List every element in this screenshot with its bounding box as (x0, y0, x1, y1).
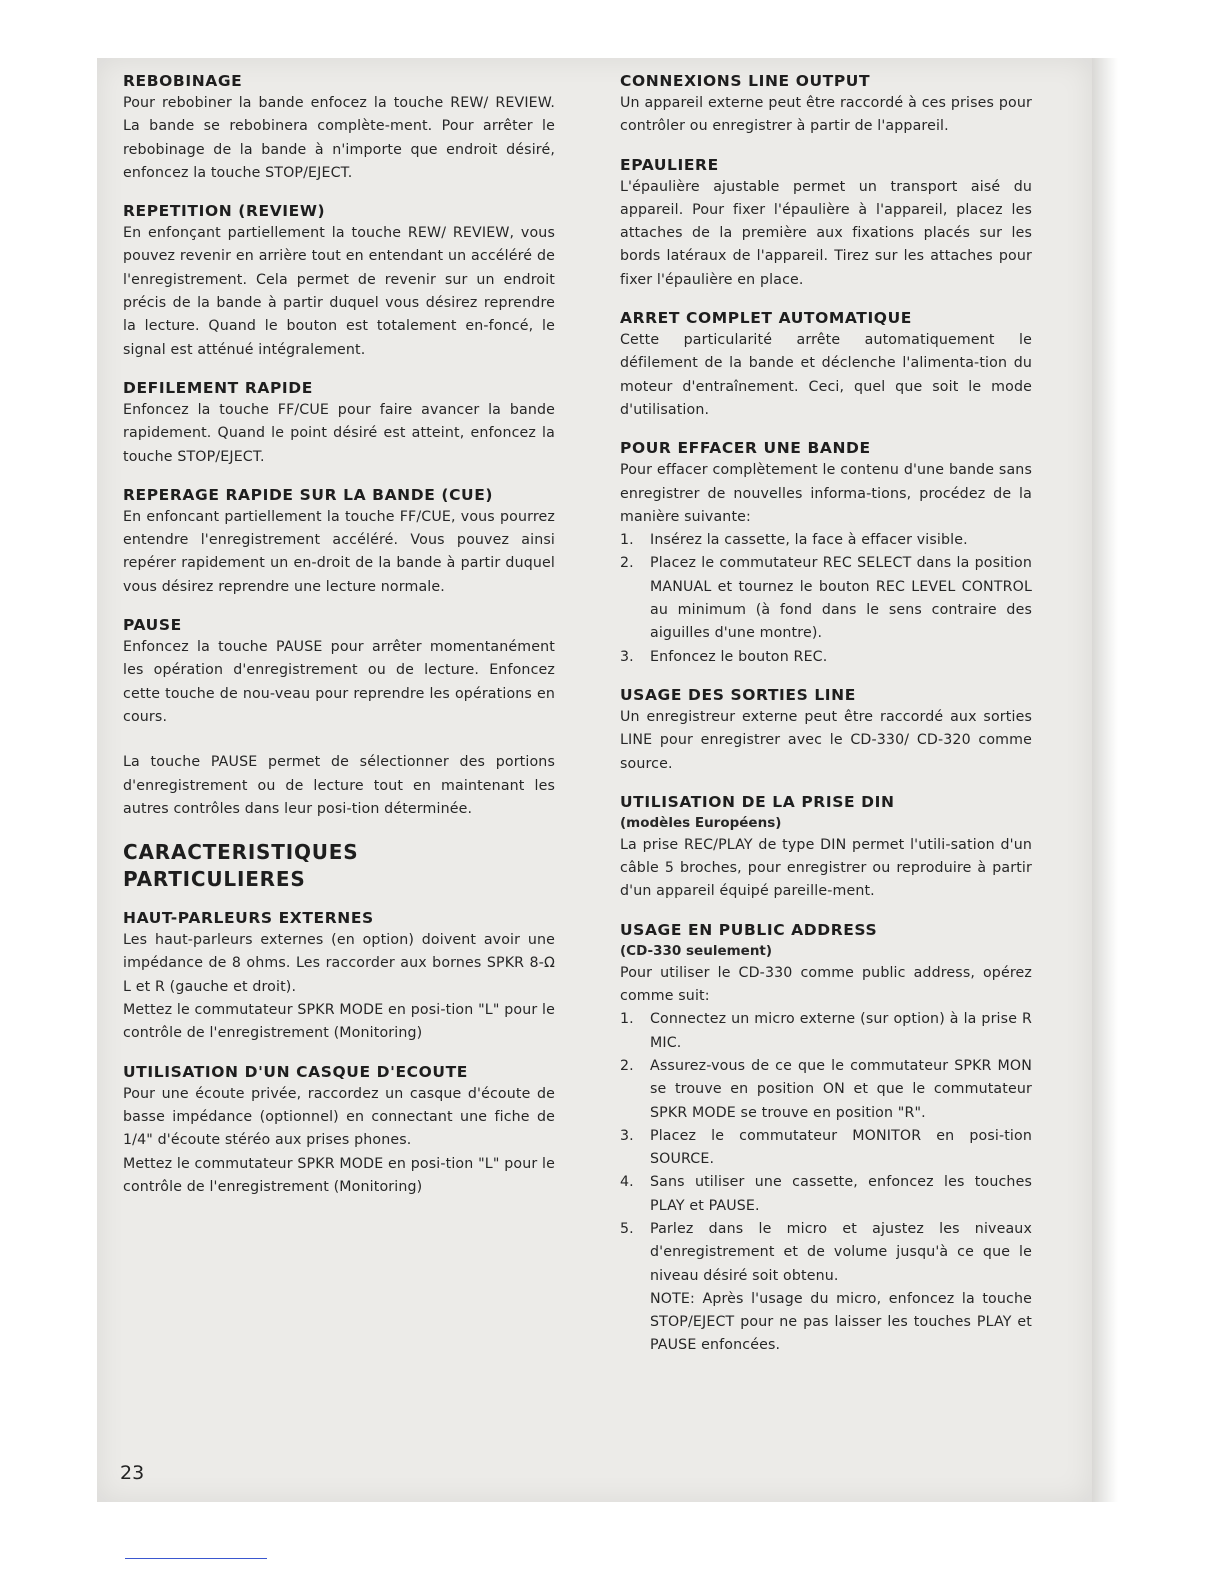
step-text: Enfoncez le bouton REC. (650, 648, 828, 665)
heading-din: UTILISATION DE LA PRISE DIN (620, 792, 895, 811)
section-effacer (620, 437, 1032, 669)
step-number: 2. (620, 1057, 634, 1074)
heading-effacer: POUR EFFACER UNE BANDE (620, 439, 871, 458)
step-number: 3. (620, 648, 634, 665)
step-text: Connectez un micro externe (sur option) à la prise R MIC. (650, 1011, 1032, 1051)
text-rebobinage: Pour rebobiner la bande enfocez la touche REW/ REVIEW. La bande se rebobinera complète-ment. Pour arrêter le rebobinage de la bande à n'importe que endroit désiré, enfoncez la touche STOP/EJECT. (123, 95, 555, 181)
heading-defilement: DEFILEMENT RAPIDE (123, 378, 313, 397)
page-number: 23 (120, 1462, 145, 1484)
step-text-with-note (650, 1218, 1032, 1358)
heading-caracteristiques (123, 839, 555, 893)
text-effacer: Pour effacer complètement le contenu d'une bande sans enregistrer de nouvelles informa-tions, procédez de la manière suivante: (620, 462, 1032, 525)
right-column (620, 70, 1032, 1373)
section-repetition (123, 200, 555, 362)
text-casque: Pour une écoute privée, raccordez un casque d'écoute de basse impédance (optionnel) en connectant une fiche de 1/4" d'écoute stéréo aux prises phones. (123, 1085, 555, 1149)
list-item (620, 1055, 1032, 1125)
heading-caracteristiques-line2: PARTICULIERES (123, 867, 306, 892)
heading-rebobinage: REBOBINAGE (123, 72, 243, 90)
page-edge-shadow (1092, 58, 1118, 1502)
text-sorties: Un enregistreur externe peut être raccordé aux sorties LINE pour enregistrer avec le CD-330/ CD-320 comme source. (620, 708, 1032, 772)
heading-arret: ARRET COMPLET AUTOMATIQUE (620, 309, 912, 328)
text-public-address: Pour utiliser le CD-330 comme public address, opérez comme suit: (620, 964, 1032, 1005)
section-arret (620, 307, 1032, 422)
section-reperage (123, 484, 555, 599)
subheading-public-address: (CD-330 seulement) (620, 942, 773, 959)
heading-reperage: REPERAGE RAPIDE SUR LA BANDE (CUE) (123, 485, 494, 504)
step-number: 1. (620, 1011, 634, 1028)
heading-caracteristiques-line1: CARACTERISTIQUES (123, 840, 359, 865)
section-line-output (620, 70, 1032, 139)
text-haut-parleurs-2: Mettez le commutateur SPKR MODE en posi-tion "L" pour le contrôle de l'enregistrement (Monitoring) (123, 1002, 555, 1042)
section-sorties (620, 684, 1032, 776)
list-item (620, 1008, 1032, 1055)
heading-pause: PAUSE (123, 616, 182, 635)
text-pause-2: La touche PAUSE permet de sélectionner des portions d'enregistrement ou de lecture tout en maintenant les autres contrôles dans leur posi-tion déterminée. (123, 754, 555, 817)
text-line-output: Un appareil externe peut être raccordé à ces prises pour contrôler ou enregistrer à partir de l'appareil. (620, 95, 1032, 135)
effacer-steps (620, 529, 1032, 669)
text-pause: Enfoncez la touche PAUSE pour arrêter momentanément les opération d'enregistrement ou de lecture. Enfoncez cette touche de nou-veau pour reprendre les opérations en cours. (123, 639, 555, 725)
text-arret: Cette particularité arrête automatiquement le défilement de la bande et déclenche l'alimenta-tion du moteur d'entraînement. Ceci, quel que soit le mode d'utilisation. (620, 332, 1032, 418)
list-item (620, 646, 1032, 669)
text-epauliere: L'épaulière ajustable permet un transport aisé du appareil. Pour fixer l'épaulière à l'appareil, placez les attaches de la première aux fixations placés sur les bords latéraux de l'appareil. Tirez sur les attaches pour fixer l'épaulière en place. (620, 178, 1032, 288)
step-number: 2. (620, 555, 634, 572)
step-number: 5. (620, 1220, 634, 1237)
text-reperage: En enfoncant partiellement la touche FF/CUE, vous pourrez entendre l'enregistrement accéléré. Vous pouvez ainsi repérer rapidement un en-droit de la bande à partir duquel vous désirez reprendre une lecture normale. (123, 508, 555, 595)
section-casque (123, 1061, 555, 1199)
heading-sorties: USAGE DES SORTIES LINE (620, 685, 856, 704)
step-text: Assurez-vous de ce que le commutateur SPKR MON se trouve en position ON et que le commutateur SPKR MODE se trouve en position "R". (650, 1057, 1032, 1121)
section-pause (123, 614, 555, 821)
heading-line-output: CONNEXIONS LINE OUTPUT (620, 72, 871, 90)
list-item (620, 529, 1032, 552)
heading-epauliere: EPAULIERE (620, 155, 719, 174)
list-item (620, 1218, 1032, 1358)
subheading-din: (modèles Européens) (620, 814, 782, 831)
section-public-address (620, 919, 1032, 1358)
section-epauliere (620, 154, 1032, 292)
step-number: 3. (620, 1127, 634, 1144)
step-text: Placez le commutateur REC SELECT dans la position MANUAL et tournez le bouton REC LEVEL CONTROL au minimum (à fond dans le sens contraire des aiguilles d'une montre). (650, 555, 1032, 642)
heading-casque: UTILISATION D'UN CASQUE D'ECOUTE (123, 1062, 468, 1081)
section-haut-parleurs (123, 907, 555, 1045)
list-item (620, 1125, 1032, 1172)
step-text: Parlez dans le micro et ajustez les niveaux d'enregistrement et de volume jusqu'à ce que le niveau désiré soit obtenu. (650, 1220, 1032, 1284)
step-number: 4. (620, 1174, 634, 1191)
text-din: La prise REC/PLAY de type DIN permet l'utili-sation d'un câble 5 broches, pour enregistrer ou reproduire à partir d'un appareil équipé pareille-ment. (620, 836, 1032, 900)
text-defilement: Enfoncez la touche FF/CUE pour faire avancer la bande rapidement. Quand le point désiré est atteint, enfoncez la touche STOP/EJECT. (123, 401, 555, 465)
public-address-steps (620, 1008, 1032, 1357)
step-text: Insérez la cassette, la face à effacer visible. (650, 532, 968, 549)
text-haut-parleurs: Les haut-parleurs externes (en option) doivent avoir une impédance de 8 ohms. Les raccorder aux bornes SPKR 8-Ω L et R (gauche et droit). (123, 932, 555, 995)
step-text: Sans utiliser une cassette, enfoncez les touches PLAY et PAUSE. (650, 1174, 1032, 1214)
list-item (620, 552, 1032, 645)
heading-public-address: USAGE EN PUBLIC ADDRESS (620, 920, 878, 939)
text-repetition: En enfonçant partiellement la touche REW/ REVIEW, vous pouvez revenir en arrière tout en entendant un accéléré de l'enregistrement. Cela permet de revenir sur un endroit précis de la bande à partir duquel vous désirez reprendre la lecture. Quand le bouton est totalement en-foncé, le signal est atténué intégralement. (123, 225, 555, 358)
text-casque-2: Mettez le commutateur SPKR MODE en posi-tion "L" pour le contrôle de l'enregistrement (Monitoring) (123, 1155, 555, 1195)
left-column (123, 70, 555, 1214)
note-text: NOTE: Après l'usage du micro, enfoncez la touche STOP/EJECT pour ne pas laisser les touches PLAY et PAUSE enfoncées. (650, 1290, 1032, 1354)
section-defilement (123, 377, 555, 469)
heading-repetition: REPETITION (REVIEW) (123, 202, 326, 221)
footer-rule (125, 1558, 267, 1559)
step-text: Placez le commutateur MONITOR en posi-tion SOURCE. (650, 1127, 1032, 1168)
section-din (620, 791, 1032, 904)
list-item (620, 1171, 1032, 1218)
heading-haut-parleurs: HAUT-PARLEURS EXTERNES (123, 909, 374, 928)
step-number: 1. (620, 532, 634, 549)
section-rebobinage (123, 70, 555, 185)
